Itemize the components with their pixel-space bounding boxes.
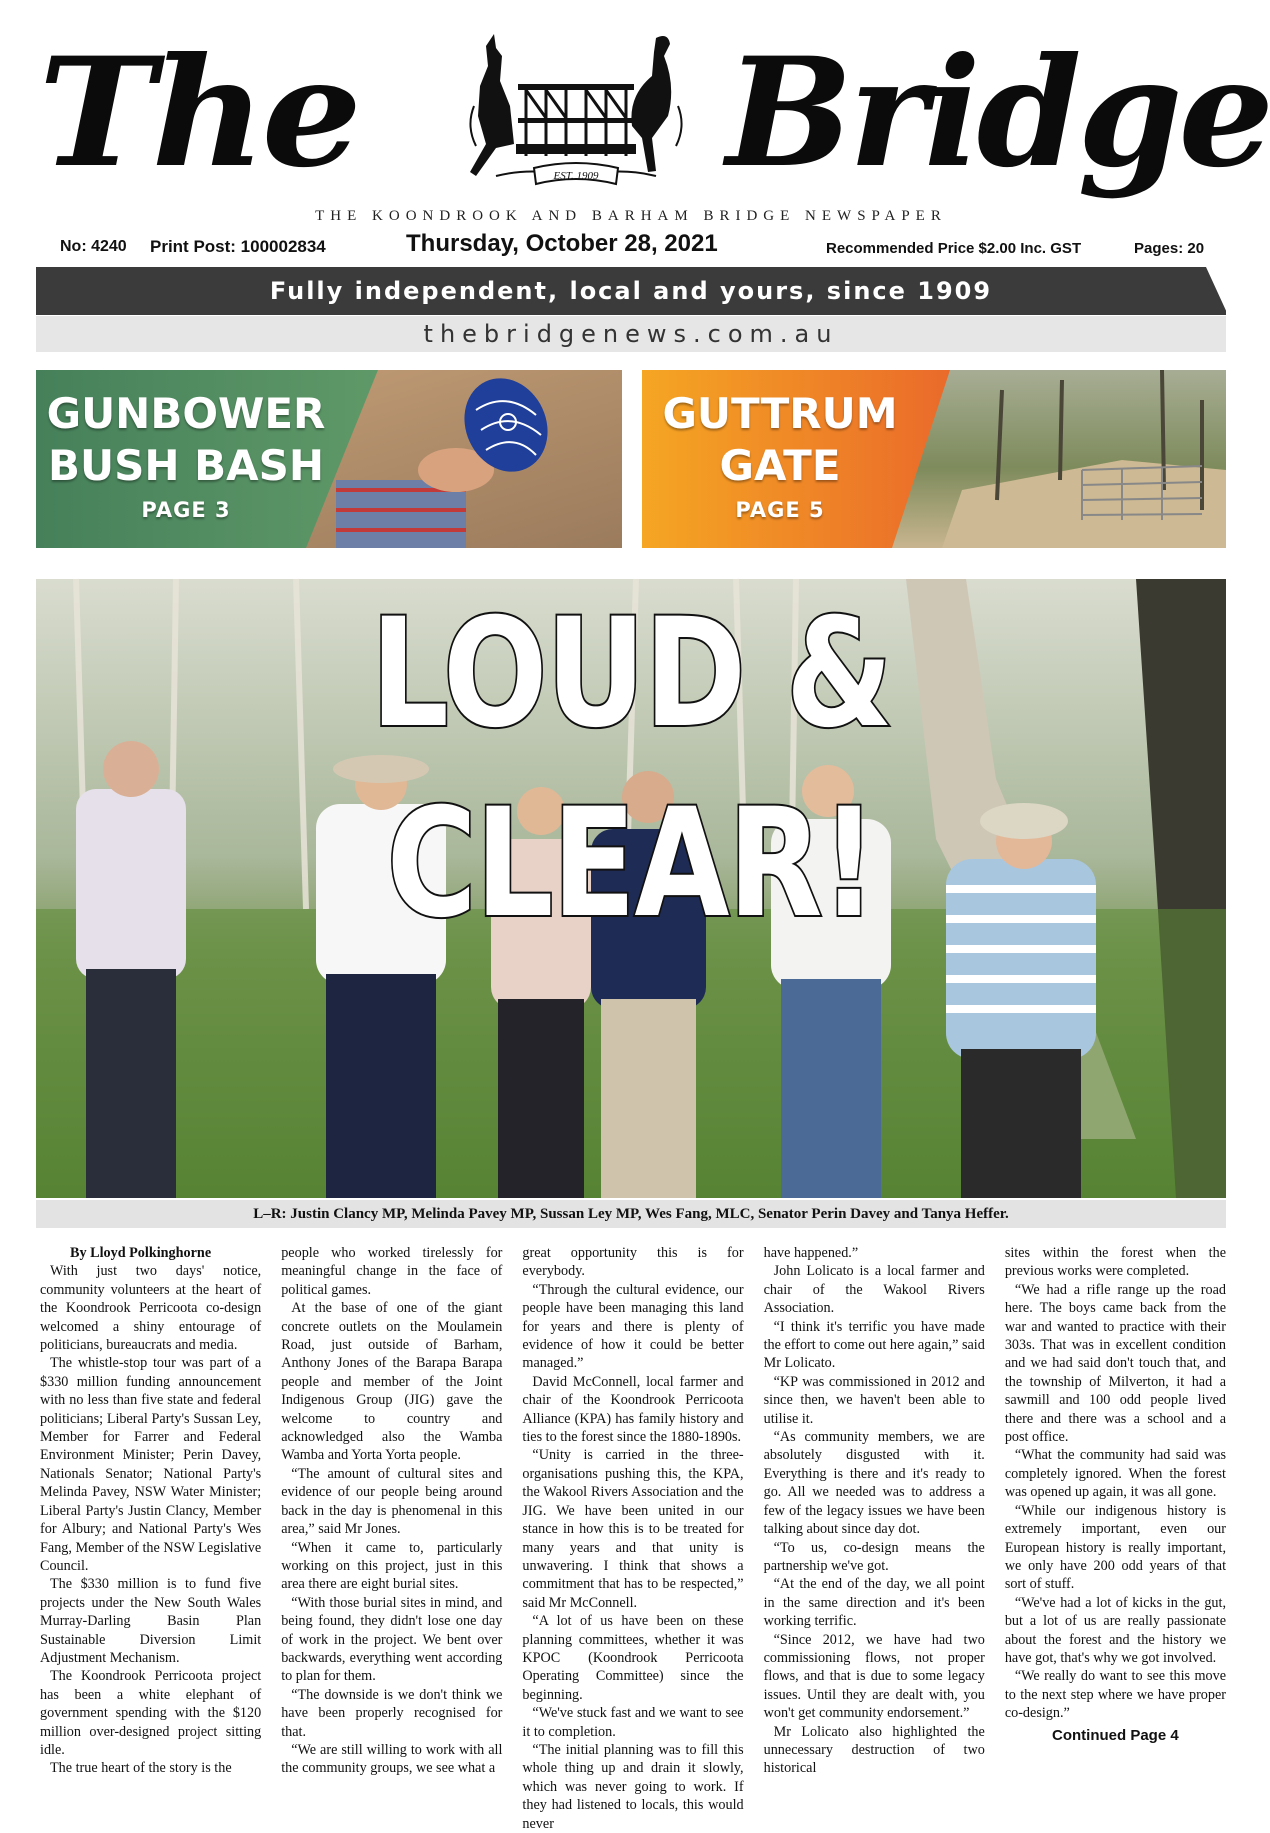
paragraph: “I think it's terrific you have made the effort to come out here again,” said Mr Lolicato. [763, 1318, 985, 1372]
teaser-guttrum-text [630, 388, 930, 522]
paragraph: “We are still willing to work with all the community groups, we see what a [281, 1741, 503, 1777]
masthead-title-left: The [38, 25, 358, 201]
paragraph: With just two days' notice, community volunteers at the heart of the Koondrook Perricoota co-design welcomed a shiny entourage of politicians, bureaucrats and media. [40, 1263, 262, 1354]
paragraph: “The amount of cultural sites and evidence of our people being around back in the day is phenomenal in this area,” said Mr Jones. [281, 1465, 503, 1538]
article-column-4 [763, 1244, 985, 1777]
teaser-gunbower-title-2: BUSH BASH [47, 441, 325, 490]
article-column-5 [1005, 1244, 1226, 1744]
paragraph: The true heart of the story is the [50, 1760, 232, 1777]
article-column-2 [281, 1244, 503, 1777]
teaser-guttrum-title-2: GATE [719, 441, 841, 490]
continued-link[interactable]: Continued Page 4 [1048, 1727, 1183, 1744]
paragraph: “At the end of the day, we all point in the same direction and it's been working terrific. [763, 1576, 985, 1630]
teaser-guttrum-page: PAGE 5 [735, 498, 825, 522]
masthead-title-right: Bridge [726, 25, 1270, 201]
paragraph: David McConnell, local farmer and chair of the Koondrook Perricoota Alliance (KPA) has family history and ties to the forest since the 1880-1890s. [522, 1373, 744, 1446]
teaser-gunbower[interactable] [36, 370, 622, 548]
paragraph: “Unity is carried in the three-organisations pushing this, the KPA, the Wakool Rivers Association and the JIG. We have been united in our stance in how this is to be treated for many years and that unity is unwavering. I think that shows a commitment that has to be respected,” said Mr McConnell. [522, 1447, 744, 1611]
paragraph: great opportunity this is for everybody. [522, 1245, 744, 1280]
article-column-1 [40, 1244, 262, 1777]
byline: By Lloyd Polkinghorne [70, 1245, 212, 1261]
paragraph: “KP was commissioned in 2012 and since then, we haven't been able to utilise it. [763, 1373, 985, 1427]
kangaroo-emu-crest-icon [456, 26, 696, 201]
paragraph: “As community members, we are absolutely disgusted with it. Everything is there and it's ready to go. All we needed was to address a few of the legacy issues we have been talking about since day dot. [763, 1429, 985, 1538]
slogan-banner: Fully independent, local and yours, since 1909 [36, 267, 1226, 315]
paragraph: John Lolicato is a local farmer and chair of the Wakool Rivers Association. [763, 1263, 985, 1317]
paragraph: “We really do want to see this move to the next step where we have proper co-design.” [1004, 1668, 1227, 1722]
tagline: THE KOONDROOK AND BARHAM BRIDGE NEWSPAPER [315, 208, 947, 224]
paragraph: “With those burial sites in mind, and being found, they didn't lose one day of work in the project. We bent over backwards, everything went according to plan for them. [281, 1594, 503, 1685]
paragraph: have happened.” [763, 1245, 859, 1261]
est-label: EST. 1909 [553, 170, 599, 182]
paragraph: Mr Lolicato also highlighted the unnecessary destruction of two historical [763, 1723, 985, 1777]
paragraph: The $330 million is to fund five projects under the New South Wales Murray-Darling Basin Plan Sustainable Diversion Limit Adjustment Mechanism. [40, 1576, 262, 1666]
paragraph: “While our indigenous history is extremely important, even our European history is really important, we only have 200 odd years of that sort of stuff. [1004, 1502, 1227, 1593]
issue-number: No: 4240 [60, 238, 127, 255]
paragraph: “The downside is we don't think we have been properly recognised for that. [281, 1686, 503, 1740]
paragraph: “To us, co-design means the partnership we've got. [763, 1539, 985, 1574]
masthead [36, 18, 1270, 208]
headline: LOUD & CLEAR! [370, 587, 892, 951]
teaser-guttrum-title-1: GUTTRUM [662, 389, 898, 438]
paragraph: At the base of one of the giant concrete outlets on the Moulamein Road, just outside of Barham, Anthony Jones of the Barapa Barapa people and member of the Joint Indigenous Group (JIG) gave the welcome to country and acknowledged also the Wamba Wamba and Yorta Yorta people. [281, 1300, 503, 1464]
paragraph: “We've stuck fast and we want to see it to completion. [522, 1705, 744, 1740]
paragraph: The Koondrook Perricoota project has been a white elephant of government spending with the $120 million over-designed project sitting idle. [40, 1668, 262, 1758]
price: Recommended Price $2.00 Inc. GST [826, 240, 1082, 257]
teaser-gunbower-title-1: GUNBOWER [46, 389, 326, 438]
article-body [40, 1244, 1227, 1832]
page-count: Pages: 20 [1134, 240, 1205, 257]
teaser-gunbower-text [36, 388, 336, 522]
photo-caption: L–R: Justin Clancy MP, Melinda Pavey MP, Sussan Ley MP, Wes Fang, MLC, Senator Perin Davey and Tanya Heffer. [36, 1200, 1226, 1228]
teaser-guttrum[interactable] [642, 370, 1226, 548]
paragraph: “Through the cultural evidence, our people have been managing this land for years and there is plenty of evidence of how it could be better managed.” [522, 1281, 744, 1372]
article-column-3 [522, 1244, 744, 1832]
paragraph: “We've had a lot of kicks in the gut, but a lot of us are really passionate about the forest and the history we have got, that's why we got involved. [1004, 1594, 1227, 1666]
print-post: Print Post: 100002834 [150, 237, 326, 256]
paragraph: “Since 2012, we have had two commissioning flows, not proper flows, and that is due to some legacy issues. Until they are dealt with, you won't get community endorsement.” [763, 1631, 985, 1722]
website-link[interactable]: thebridgenews.com.au [36, 316, 1226, 352]
main-story-photo [36, 579, 1226, 1198]
paragraph: “A lot of us have been on these planning committees, whether it was KPOC (Koondrook Perricoota Operating Committee) since the beginning. [522, 1613, 744, 1703]
paragraph: “What the community had said was completely ignored. When the forest was opened up again, it was all gone. [1004, 1447, 1227, 1501]
paragraph: The whistle-stop tour was part of a $330 million funding announcement with no less than five state and federal politicians; Liberal Party's Sussan Ley, Member for Farrer and Federal Environment Minister; Perin Davey, Nationals Senator; National Party's Melinda Pavey, NSW Water Minister; Liberal Party's Justin Clancy, Member for Albury; and National Party's Wes Fang, Member of the NSW Legislative Council. [40, 1355, 262, 1574]
issue-date: Thursday, October 28, 2021 [406, 230, 718, 257]
paragraph: sites within the forest when the previous works were completed. [1004, 1245, 1227, 1280]
paragraph: “We had a rifle range up the road here. The boys came back from the war and wanted to practice with their 303s. That was in excellent condition and we had said don't touch that, and the township of Milverton, it had a sawmill and 100 odd people lived there and there was a school and a post office. [1004, 1281, 1227, 1446]
paragraph: “When it came to, particularly working on this project, just in this area there are eight burial sites. [281, 1539, 503, 1593]
teaser-gunbower-page: PAGE 3 [141, 498, 231, 522]
paragraph: people who worked tirelessly for meaningful change in the face of political games. [281, 1245, 503, 1298]
paragraph: “The initial planning was to fill this whole thing up and drain it slowly, which was never going to work. If they had listened to locals, this would never [522, 1741, 744, 1832]
